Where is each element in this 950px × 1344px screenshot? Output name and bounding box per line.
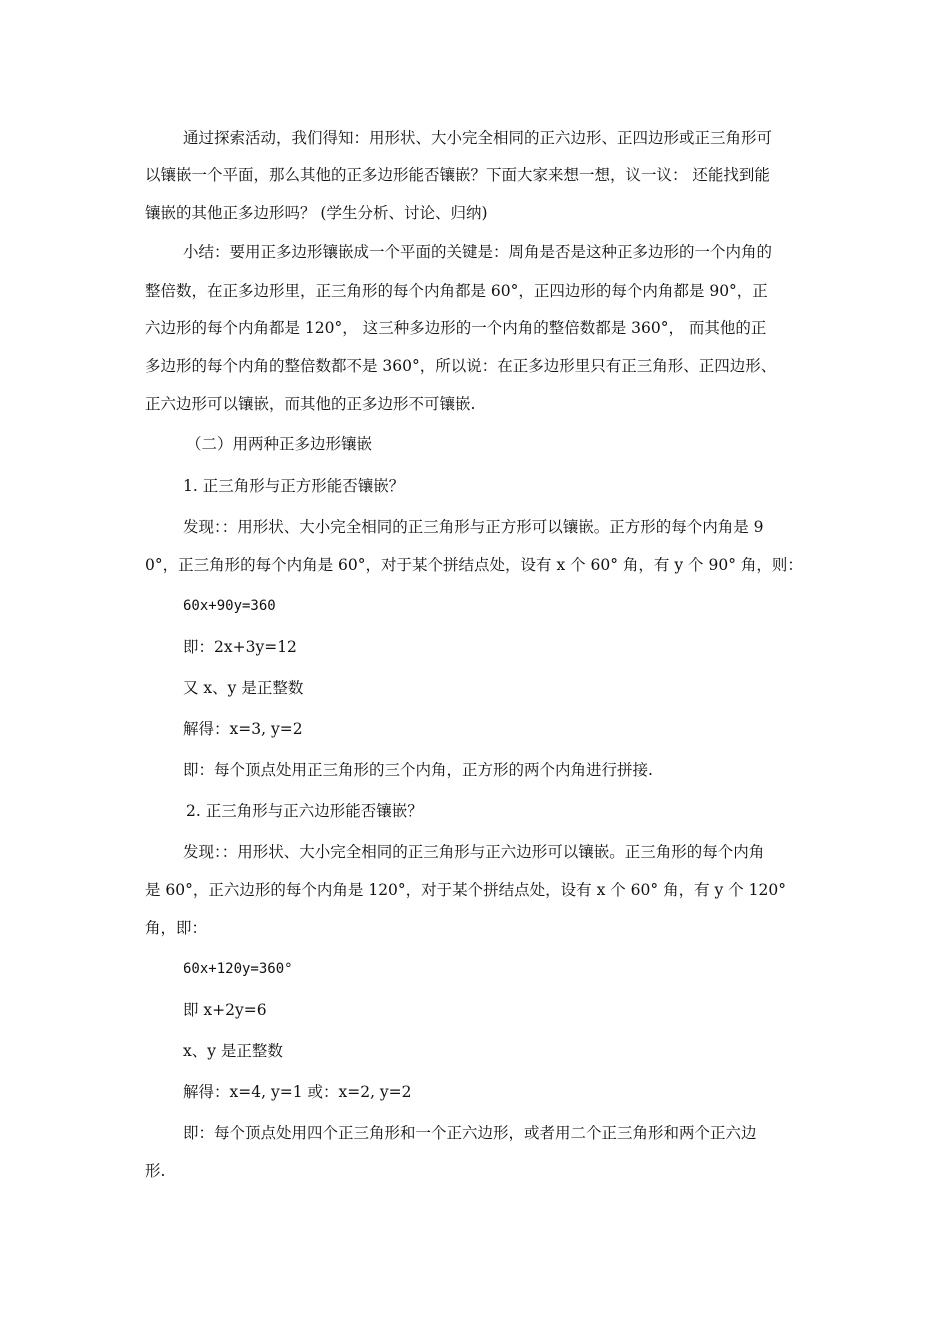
solution-line: 解得：x=3, y=2 <box>183 720 303 738</box>
equation-line: 60x+90y=360 <box>183 598 276 614</box>
paragraph-line: 镶嵌的其他正多边形吗？ (学生分析、讨论、归纳) <box>145 204 488 222</box>
paragraph-line: 又 x、y 是正整数 <box>183 679 304 697</box>
solution-line: 解得：x=4, y=1 或：x=2, y=2 <box>183 1083 412 1101</box>
paragraph-line: 整倍数，在正多边形里，正三角形的每个内角都是 60°，正四边形的每个内角都是 90°，正 <box>145 282 768 300</box>
question-heading: 2. 正三角形与正六边形能否镶嵌？ <box>186 802 423 820</box>
paragraph-line: 小结：要用正多边形镶嵌成一个平面的关键是：周角是否是这种正多边形的一个内角的 <box>183 243 773 261</box>
section-heading: （二）用两种正多边形镶嵌 <box>186 435 373 453</box>
paragraph-line: 即：每个顶点处用四个正三角形和一个正六边形，或者用二个正三角形和两个正六边 <box>183 1124 757 1142</box>
paragraph-line: 发现：：用形状、大小完全相同的正三角形与正六边形可以镶嵌。正三角形的每个内角 <box>183 843 765 861</box>
paragraph-line: 发现：：用形状、大小完全相同的正三角形与正方形可以镶嵌。正方形的每个内角是 9 <box>183 518 764 536</box>
paragraph-line: 多边形的每个内角的整倍数都不是 360°，所以说：在正多边形里只有正三角形、正四边形、 <box>145 357 777 375</box>
equation-line: 即：2x+3y=12 <box>183 638 297 656</box>
equation-line: 60x+120y=360° <box>183 961 293 977</box>
paragraph-line: 通过探索活动，我们得知：用形状、大小完全相同的正六边形、正四边形或正三角形可 <box>183 129 773 147</box>
paragraph-line: 正六边形可以镶嵌，而其他的正多边形不可镶嵌. <box>145 395 476 413</box>
paragraph-line: 0°，正三角形的每个内角是 60°，对于某个拼结点处，设有 x 个 60° 角，有 y 个 90° 角，则： <box>145 556 803 574</box>
paragraph-line: 以镶嵌一个平面，那么其他的正多边形能否镶嵌？下面大家来想一想，议一议： 还能找到能 <box>145 166 770 184</box>
paragraph-line: 是 60°，正六边形的每个内角是 120°，对于某个拼结点处，设有 x 个 60° 角，有 y 个 120° <box>145 881 786 899</box>
paragraph-line: 即：每个顶点处用正三角形的三个内角，正方形的两个内角进行拼接. <box>183 761 653 779</box>
equation-line: 即 x+2y=6 <box>183 1001 267 1019</box>
paragraph-line: x、y 是正整数 <box>183 1042 283 1060</box>
paragraph-line: 六边形的每个内角都是 120°， 这三种多边形的一个内角的整倍数都是 360°， 而其他的正 <box>145 319 767 337</box>
paragraph-line: 形. <box>145 1162 166 1180</box>
paragraph-line: 角，即： <box>145 919 208 937</box>
question-heading: 1. 正三角形与正方形能否镶嵌？ <box>183 477 405 495</box>
